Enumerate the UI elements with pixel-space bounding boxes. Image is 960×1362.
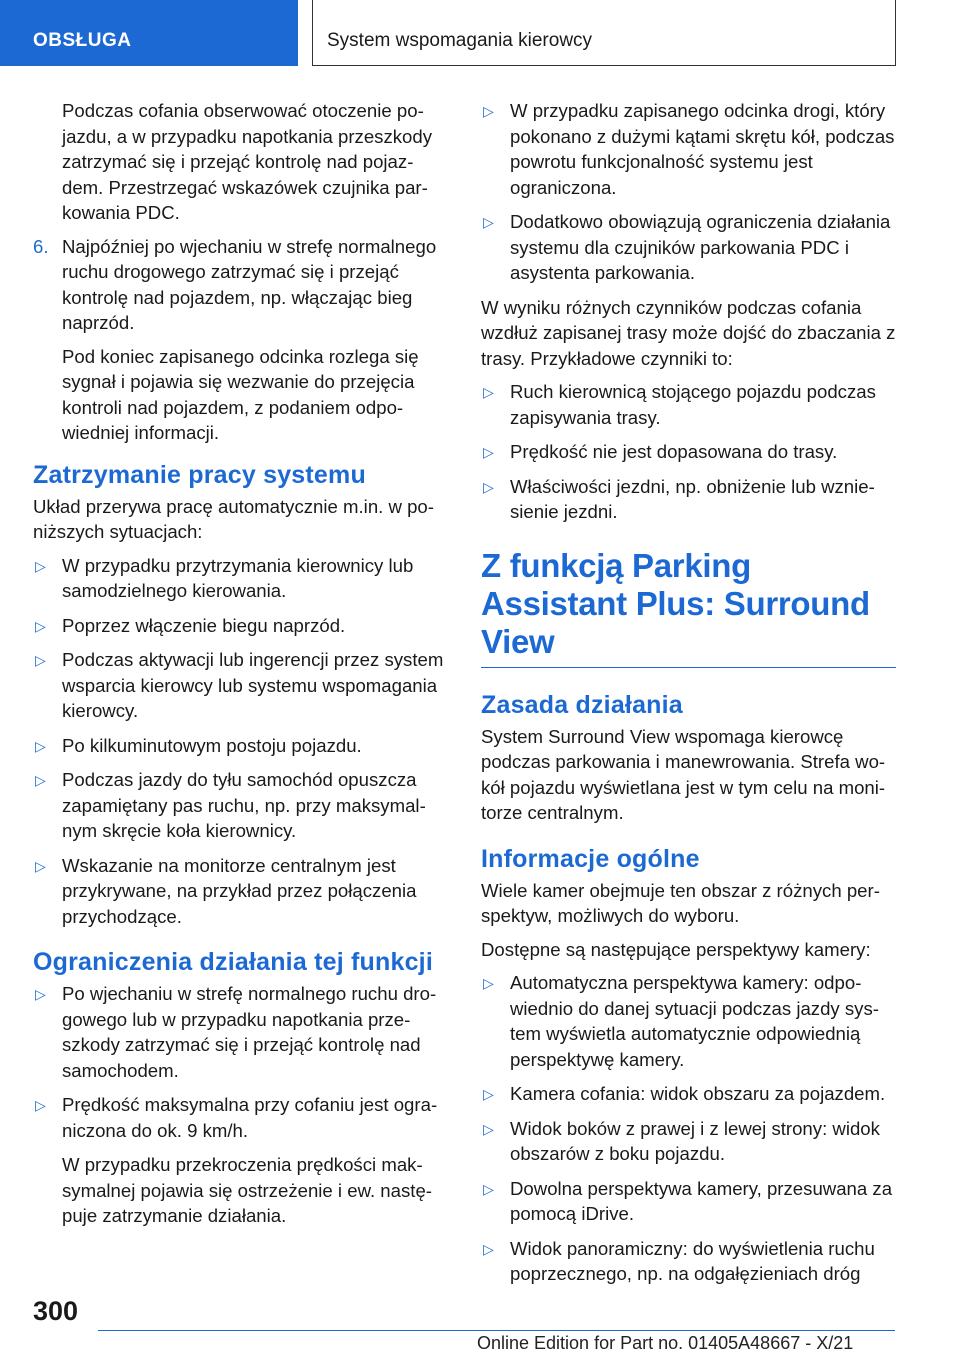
list-item: ▷ Wskazanie na monitorze centralnym jest przykrywane, na przykład przez połączenia przychodzące. (35, 854, 417, 927)
list-item: ▷ W przypadku przytrzymania kierownicy lub samodzielnego kierowania. (35, 554, 414, 601)
edition-text: Online Edition for Part no. 01405A48667 - X/21 (477, 1333, 854, 1353)
list-item: ▷ Po wjechaniu w strefę normalnego ruchu drogowego lub w przypadku napotkania przeszkody zatrzymać się i przejąć kontrolę nad samochodem. (35, 983, 437, 1081)
list-item: ▷ Po kilkuminutowym postoju pojazdu. (33, 733, 448, 759)
step-6-note: Pod koniec zapisanego odcinka rozlega się sygnał i pojawia się wezwanie do przejęcia kontroli nad pojazdem, z podaniem odpowiedniej informacji. (62, 345, 419, 443)
list-item: ▷ Prędkość maksymalna przy cofaniu jest ograniczona do ok. 9 km/h. (35, 1094, 438, 1141)
list-item: ▷ Podczas aktywacji lub ingerencji przez system wsparcia kierowcy lub systemu wspomagania kierowcy. (35, 649, 444, 721)
list-item: ▷ W przypadku zapisanego odcinka drogi, który pokonano z dużymi kątami skrętu kół, podczas powrotu funkcjonalność systemu jest ograniczona. (483, 100, 895, 198)
heading-stop-system: Zatrzymanie pracy systemu (33, 460, 366, 489)
heading-principle: Zasada działania (481, 690, 683, 719)
triangle-right-icon: ▷ (483, 1086, 494, 1102)
triangle-right-icon: ▷ (483, 214, 494, 230)
factors-intro: W wyniku różnych czynników podczas cofania wzdłuż zapisanej trasy może dojść do zbaczania z trasy. Przykładowe czynniki to: (481, 296, 896, 369)
principle-text: System Surround View wspomaga kierowcę podczas parkowania i manewrowania. Strefa wokół pojazdu wyświetlana jest w tym celu na monitorze centralnym. (481, 725, 886, 823)
triangle-right-icon: ▷ (483, 1180, 494, 1197)
triangle-right-icon: ▷ (35, 617, 46, 634)
list-item: ▷ Prędkość nie jest dopasowana do trasy. (481, 439, 896, 465)
triangle-right-icon: ▷ (35, 737, 46, 754)
left-column (33, 98, 448, 1237)
list-item: ▷ Poprzez włączenie biegu naprzód. (33, 613, 448, 639)
stop-intro: Układ przerywa pracę automatycznie m.in. w poniższych sytuacjach: (33, 495, 434, 542)
list-item: ▷ Dowolna perspektywa kamery, przesuwana za pomocą iDrive. (483, 1177, 893, 1224)
list-item: ▷ Podczas jazdy do tyłu samochód opuszcza zapamiętany pas ruchu, np. przy maksymalnym skręcie koła kierownicy. (35, 769, 426, 841)
page-number: 300 (33, 1296, 79, 1326)
heading-limitations: Ograniczenia działania tej funkcji (33, 948, 433, 976)
footer-divider (98, 1330, 895, 1331)
triangle-right-icon: ▷ (483, 103, 494, 119)
triangle-right-icon: ▷ (483, 975, 494, 991)
right-column (481, 98, 896, 1296)
triangle-right-icon: ▷ (35, 986, 46, 1002)
triangle-right-icon: ▷ (483, 384, 494, 400)
step-number: 6. (33, 235, 49, 257)
step-text: Najpóźniej po wjechaniu w strefę normalnego ruchu drogowego zatrzymać się i przejąć kontrolę nad pojazdem, np. włączając bieg naprzód. (62, 235, 437, 333)
list-item: ▷ Dodatkowo obowiązują ograniczenia działania systemu dla czujników parkowania PDC i asystenta parkowania. (483, 211, 891, 283)
triangle-right-icon: ▷ (483, 444, 494, 460)
intro-paragraph: Podczas cofania obserwować otoczenie pojazdu, a w przypadku napotkania przeszkody zatrzymać się i przejąć kontrolę nad pojazdem. Przestrzegać wskazówek czujnika parkowania PDC. (62, 100, 433, 223)
general-text-2: Dostępne są następujące perspektywy kamery: (481, 938, 871, 960)
list-item: ▷ Kamera cofania: widok obszaru za pojazdem. (481, 1081, 896, 1107)
section-tab[interactable] (0, 0, 298, 66)
triangle-right-icon: ▷ (483, 1120, 494, 1137)
triangle-right-icon: ▷ (35, 652, 46, 668)
list-item: ▷ Automatyczna perspektywa kamery: odpowiednio do danej sytuacji podczas jazdy system wyświetla automatycznie odpowiednią perspektywę kamery. (483, 972, 879, 1070)
page-header (0, 0, 960, 66)
chapter-tab (312, 0, 896, 66)
list-item: ▷ Ruch kierownicą stojącego pojazdu podczas zapisywania trasy. (483, 381, 876, 428)
section-title: OBSŁUGA (33, 30, 132, 51)
triangle-right-icon: ▷ (35, 772, 46, 788)
step-6 (33, 234, 448, 336)
triangle-right-icon: ▷ (483, 478, 494, 495)
general-text-1: Wiele kamer obejmuje ten obszar z różnych perspektyw, możliwych do wyboru. (481, 879, 880, 926)
limits-note: W przypadku przekroczenia prędkości maksymalnej pojawia się ostrzeżenie i ew. następuje zatrzymanie działania. (62, 1154, 432, 1226)
triangle-right-icon: ▷ (35, 1097, 46, 1113)
section-heading-surround-view: Z funkcją Parking Assistant Plus: Surround View (481, 547, 896, 668)
list-item: ▷ Widok boków z prawej i z lewej strony: widok obszarów z boku pojazdu. (483, 1117, 880, 1164)
chapter-title: System wspomagania kierowcy (327, 30, 593, 51)
list-item: ▷ Widok panoramiczny: do wyświetlenia ruchu poprzecznego, np. na odgałęzieniach dróg (483, 1237, 875, 1284)
triangle-right-icon: ▷ (35, 857, 46, 874)
triangle-right-icon: ▷ (35, 557, 46, 574)
list-item: ▷ Właściwości jezdni, np. obniżenie lub wzniesienie jezdni. (483, 475, 875, 522)
heading-general-info: Informacje ogólne (481, 844, 700, 873)
triangle-right-icon: ▷ (483, 1240, 494, 1257)
